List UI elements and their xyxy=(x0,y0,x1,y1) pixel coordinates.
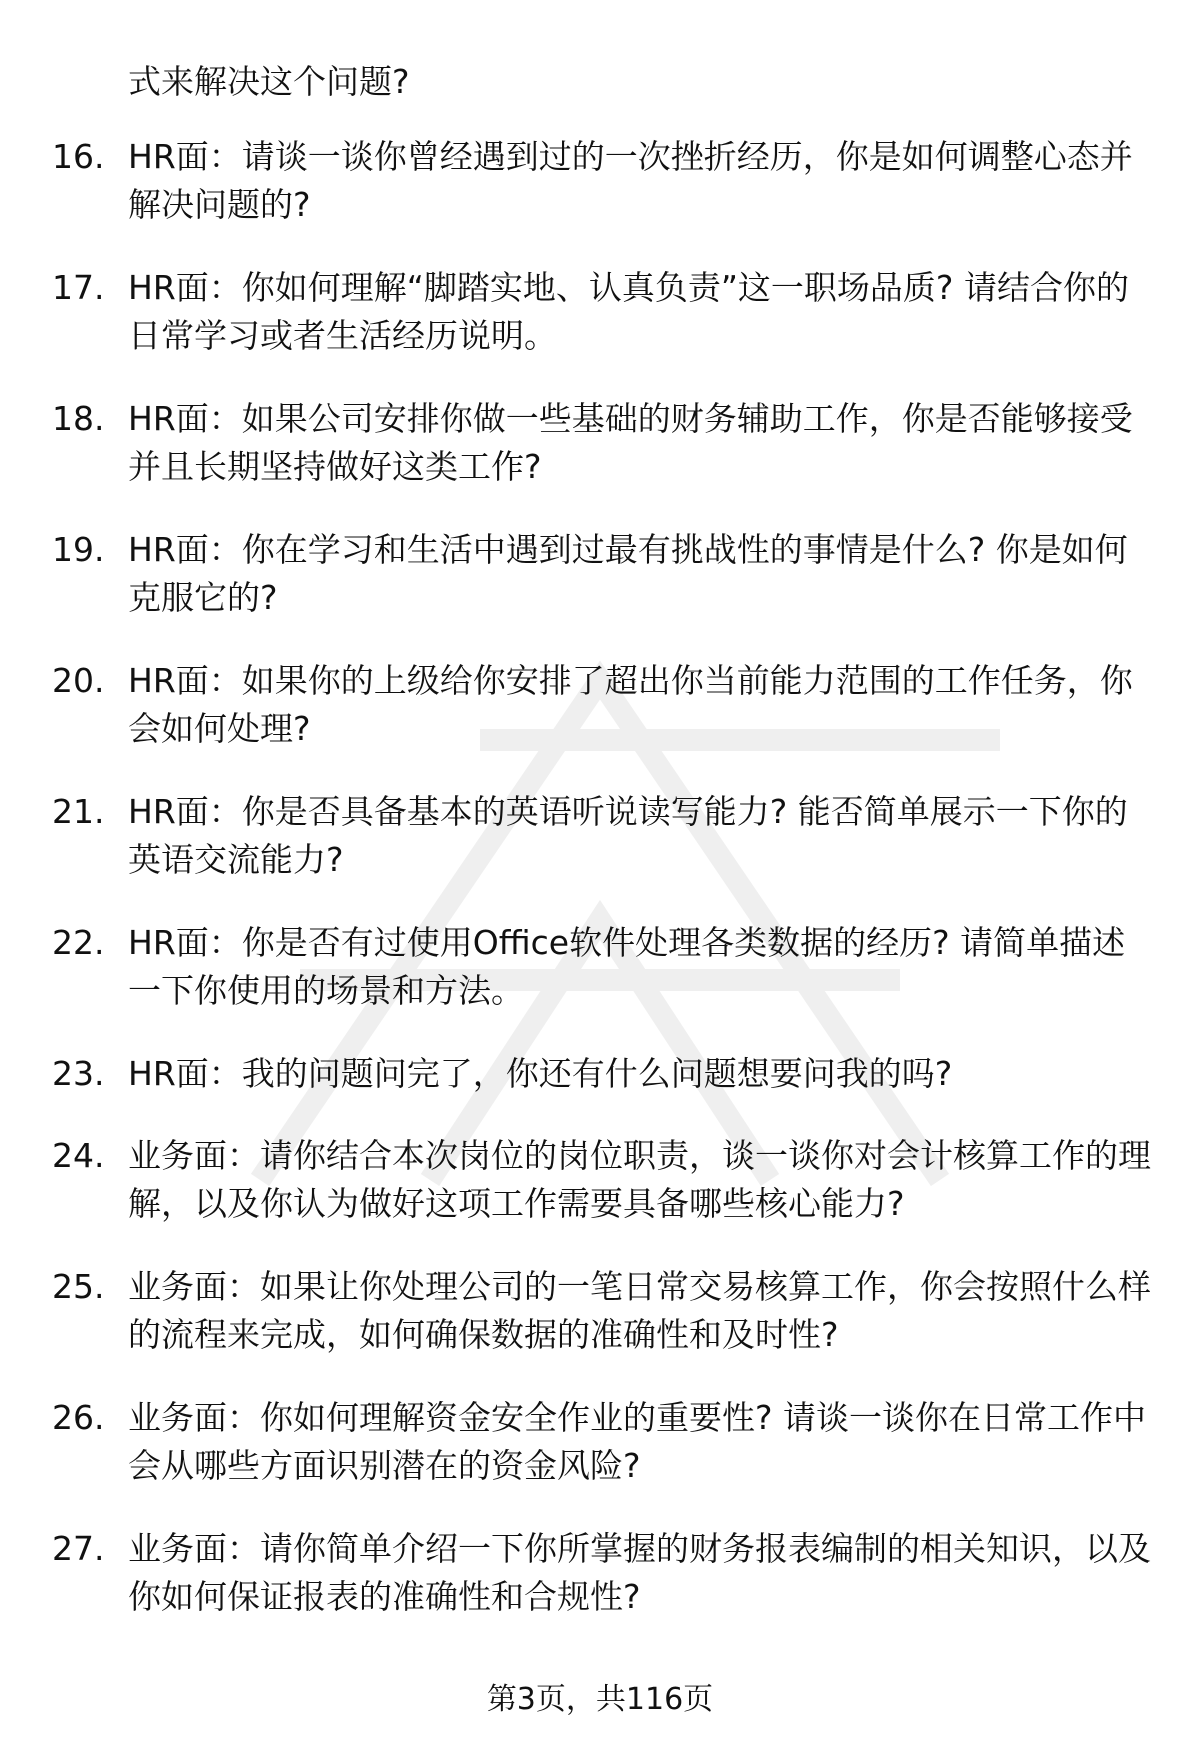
question-text: HR面：我的问题问完了，你还有什么问题想要问我的吗? xyxy=(128,1054,953,1093)
question-number: 27. xyxy=(52,1529,105,1568)
question-number: 24. xyxy=(52,1136,105,1175)
question-item xyxy=(0,395,1200,526)
question-number: 16. xyxy=(52,137,105,176)
question-list xyxy=(0,133,1200,1656)
question-text: HR面：请谈一谈你曾经遇到过的一次挫折经历，你是如何调整心态并解决问题的? xyxy=(128,137,1133,224)
page-number-footer: 第3页，共116页 xyxy=(486,1682,714,1717)
question-number: 20. xyxy=(52,661,105,700)
question-number: 22. xyxy=(52,923,105,962)
question-item xyxy=(0,919,1200,1050)
question-item xyxy=(0,1132,1200,1263)
question-item xyxy=(0,788,1200,919)
question-item xyxy=(0,264,1200,395)
question-item xyxy=(0,1050,1200,1132)
question-text: HR面：你如何理解“脚踏实地、认真负责”这一职场品质? 请结合你的日常学习或者生活经历说明。 xyxy=(128,268,1129,355)
question-text: HR面：如果公司安排你做一些基础的财务辅助工作，你是否能够接受并且长期坚持做好这类工作? xyxy=(128,399,1133,486)
question-item xyxy=(0,526,1200,657)
question-text: 业务面：请你结合本次岗位的岗位职责，谈一谈你对会计核算工作的理解，以及你认为做好这项工作需要具备哪些核心能力? xyxy=(128,1136,1151,1223)
question-item xyxy=(0,133,1200,264)
question-text: HR面：如果你的上级给你安排了超出你当前能力范围的工作任务，你会如何处理? xyxy=(128,661,1133,748)
question-text: 业务面：如果让你处理公司的一笔日常交易核算工作，你会按照什么样的流程来完成，如何确保数据的准确性和及时性? xyxy=(128,1267,1151,1354)
question-number: 17. xyxy=(52,268,105,307)
question-number: 26. xyxy=(52,1398,105,1437)
question-item xyxy=(0,657,1200,788)
question-item xyxy=(0,1263,1200,1394)
question-text: 业务面：你如何理解资金安全作业的重要性? 请谈一谈你在日常工作中会从哪些方面识别潜在的资金风险? xyxy=(128,1398,1147,1485)
question-text: 业务面：请你简单介绍一下你所掌握的财务报表编制的相关知识，以及你如何保证报表的准确性和合规性? xyxy=(128,1529,1151,1616)
question-number: 19. xyxy=(52,530,105,569)
question-number: 23. xyxy=(52,1054,105,1093)
question-item xyxy=(0,1525,1200,1656)
question-item xyxy=(0,1394,1200,1525)
question-text: HR面：你是否具备基本的英语听说读写能力? 能否简单展示一下你的英语交流能力? xyxy=(128,792,1128,879)
continuation-text: 式来解决这个问题? xyxy=(128,62,410,101)
question-text: HR面：你是否有过使用Office软件处理各类数据的经历? 请简单描述一下你使用的场景和方法。 xyxy=(128,923,1126,1010)
question-number: 21. xyxy=(52,792,105,831)
question-number: 18. xyxy=(52,399,105,438)
question-number: 25. xyxy=(52,1267,105,1306)
question-text: HR面：你在学习和生活中遇到过最有挑战性的事情是什么? 你是如何克服它的? xyxy=(128,530,1128,617)
